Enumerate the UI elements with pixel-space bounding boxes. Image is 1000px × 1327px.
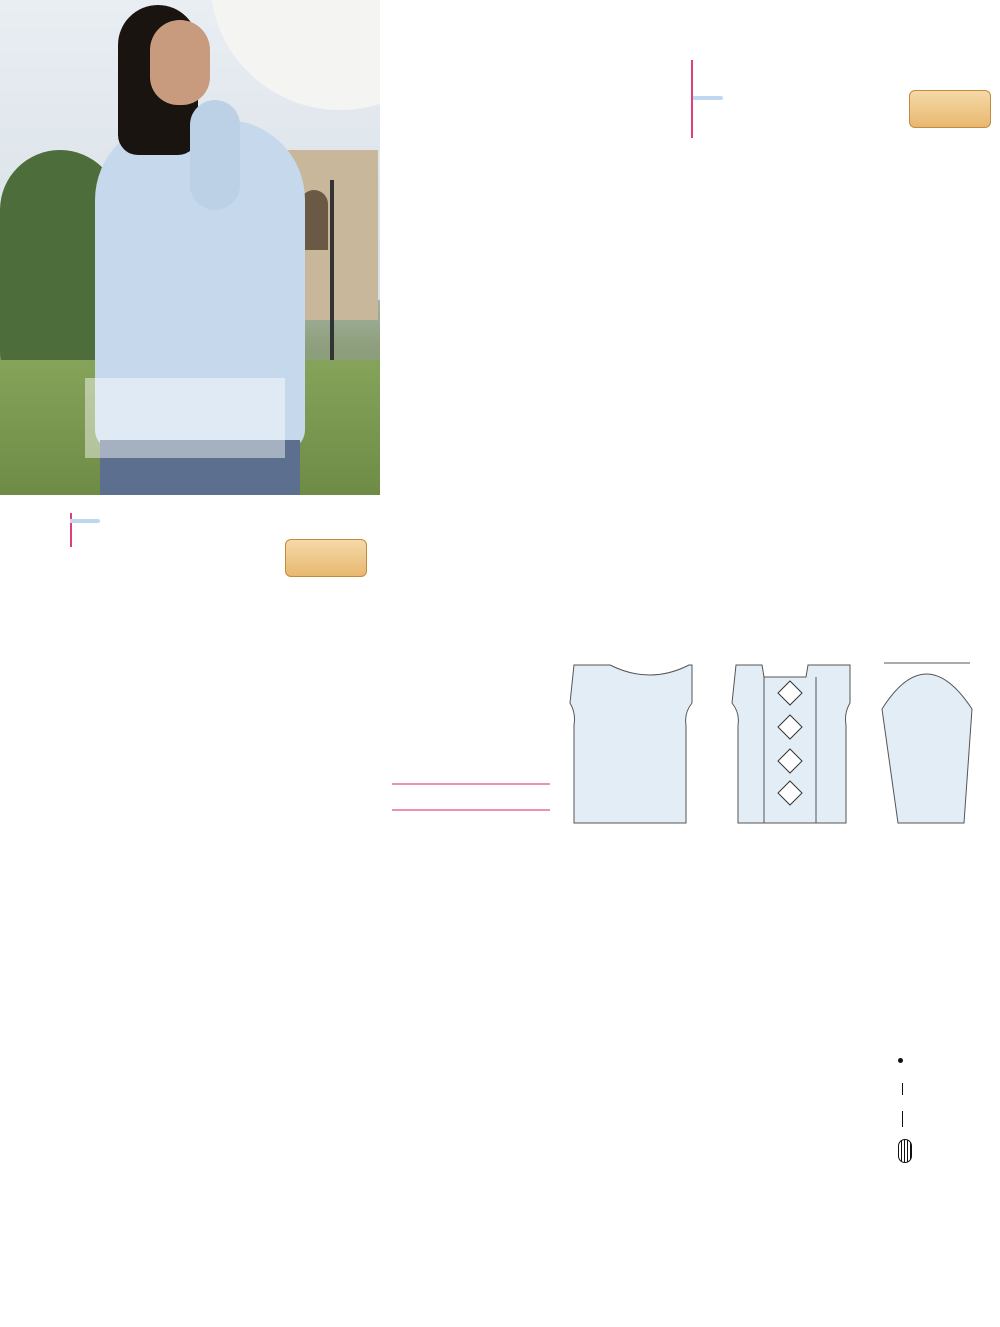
watermark-vertical	[83, 824, 256, 1327]
article-1	[80, 505, 372, 631]
article-1-continued	[390, 63, 682, 75]
legend-cluster	[916, 1139, 990, 1163]
border-chart	[392, 762, 567, 814]
garment-diagrams	[562, 645, 1000, 845]
sleeve-piece	[882, 674, 972, 823]
chain-symbol	[898, 1058, 903, 1063]
dc-symbol	[902, 1111, 903, 1127]
chart-legend	[898, 1055, 998, 1163]
need-badge	[70, 519, 100, 523]
brand-logo-2	[909, 90, 991, 128]
cluster-symbol	[898, 1139, 912, 1163]
article-2-title	[703, 60, 993, 82]
rhombus-chart	[392, 850, 982, 1250]
brand-logo	[285, 539, 367, 577]
photo-caption	[92, 404, 282, 433]
need-badge-2	[693, 96, 723, 100]
article-2	[703, 60, 993, 208]
back-piece	[570, 665, 692, 823]
sc-symbol	[902, 1083, 903, 1095]
